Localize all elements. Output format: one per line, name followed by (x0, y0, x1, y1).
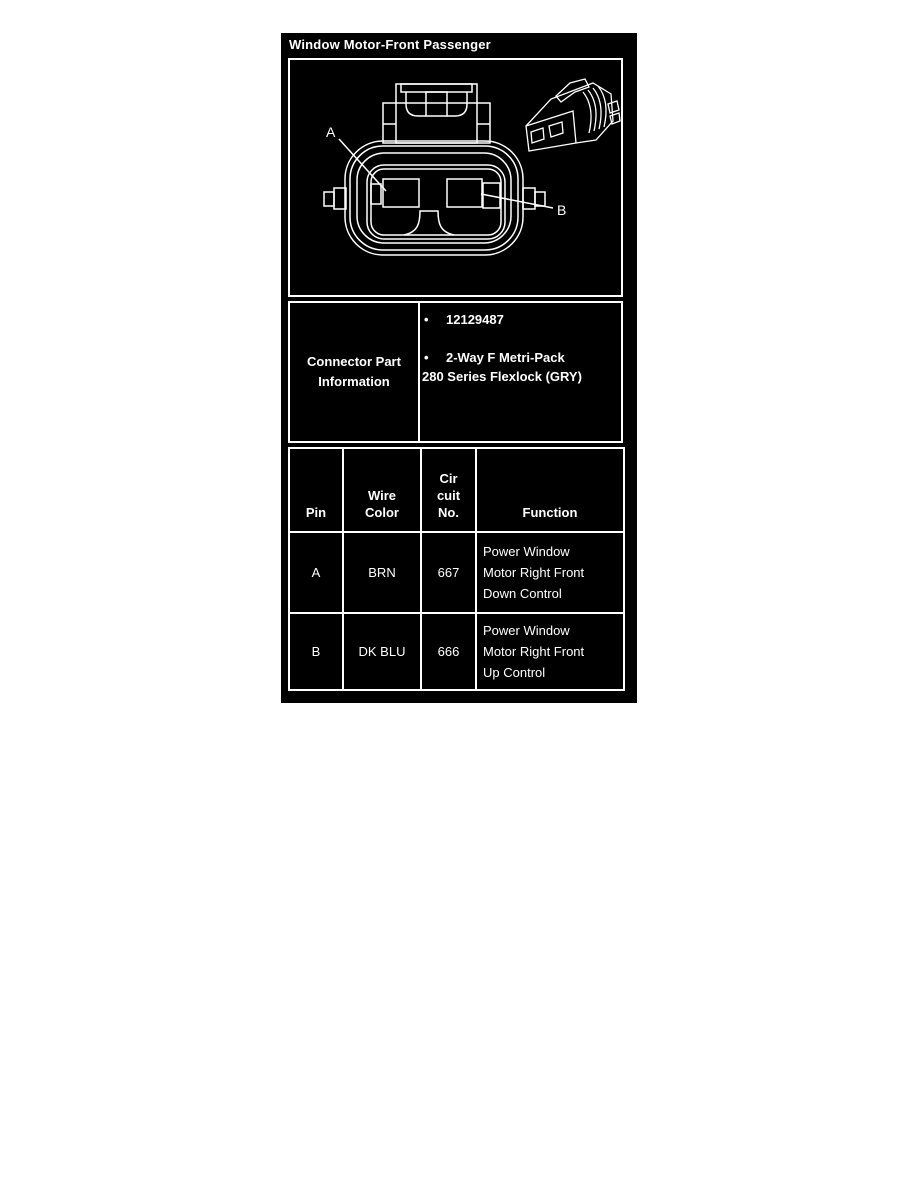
part-number-item (422, 310, 617, 329)
iso-rib-1 (583, 92, 591, 133)
body-outline-3 (357, 153, 511, 243)
connector-part-info-row (288, 301, 623, 443)
tower-center-tab (426, 92, 447, 116)
pin-table-header-row (289, 448, 624, 532)
connector-type: 2-Way F Metri-Pack (446, 350, 565, 365)
connector-front-view (324, 84, 553, 255)
header-circuit-no (421, 448, 476, 532)
pin-a-cavity (383, 179, 419, 207)
part-number: 12129487 (446, 312, 504, 327)
tower-cap (401, 84, 472, 92)
cell-function (476, 613, 624, 690)
leader-line-b (481, 194, 553, 208)
cell-pin: A (289, 532, 343, 613)
connector-diagram (290, 60, 621, 295)
header-wire-line2: Color (365, 505, 399, 520)
header-wire-color (343, 448, 421, 532)
bottom-key-tab (404, 211, 454, 235)
connector-type-continuation: 280 Series Flexlock (GRY) (422, 369, 582, 384)
function-line: Down Control (483, 586, 562, 601)
tower-base (383, 103, 490, 143)
function-line: Power Window (483, 544, 570, 559)
part-info-heading-line1: Connector Part (307, 354, 401, 369)
cell-function (476, 532, 624, 613)
header-circuit-line3: No. (438, 505, 459, 520)
left-index-notch (371, 184, 381, 204)
header-wire-line1: Wire (367, 488, 397, 503)
cell-circuit-no: 666 (421, 613, 476, 690)
pin-row-a (289, 532, 624, 613)
tower-body (396, 84, 477, 143)
iso-rib-3 (593, 88, 601, 129)
header-circuit-line1: Cir (439, 471, 458, 486)
tower-arch-right (447, 92, 467, 116)
function-line: Up Control (483, 665, 546, 680)
header-function (476, 448, 624, 532)
function-line: Motor Right Front (483, 644, 585, 659)
pin-b-cavity (447, 179, 482, 207)
part-info-heading-line2: Information (318, 374, 390, 389)
bullet-icon: • (424, 312, 429, 327)
part-info-details (420, 303, 621, 441)
cavity-outline-outer (367, 165, 505, 239)
pin-b-label: B (557, 202, 567, 218)
pin-table (288, 447, 625, 691)
pin-a-label: A (326, 124, 336, 140)
tower-arch-left (406, 92, 426, 116)
connector-type-item (422, 348, 617, 367)
connector-diagram-box (288, 58, 623, 297)
iso-terminal-stub-1 (608, 101, 619, 113)
header-pin-label: Pin (305, 505, 327, 520)
connector-info-panel (281, 33, 637, 703)
cell-circuit-no: 667 (421, 532, 476, 613)
panel-title: Window Motor-Front Passenger (289, 37, 491, 52)
right-tab-inner (523, 188, 535, 209)
iso-hole-right (549, 122, 563, 137)
iso-terminal-stub-2 (610, 113, 620, 124)
function-line: Motor Right Front (483, 565, 585, 580)
iso-front-face-edges (526, 111, 576, 143)
header-pin (289, 448, 343, 532)
cell-wire-color: BRN (343, 532, 421, 613)
function-line: Power Window (483, 623, 570, 638)
iso-rib-2 (588, 90, 596, 131)
header-circuit-line2: cuit (436, 488, 461, 503)
iso-rib-4 (598, 86, 606, 127)
cell-pin: B (289, 613, 343, 690)
iso-hole-left (531, 128, 544, 143)
header-function-label: Function (522, 505, 578, 520)
left-tab-outer (324, 192, 334, 206)
part-info-heading (290, 303, 420, 441)
right-tab-outer (535, 192, 545, 206)
pin-row-b (289, 613, 624, 690)
left-tab-inner (334, 188, 346, 209)
bullet-icon: • (424, 350, 429, 365)
connector-3d-view (526, 79, 620, 151)
cell-wire-color: DK BLU (343, 613, 421, 690)
